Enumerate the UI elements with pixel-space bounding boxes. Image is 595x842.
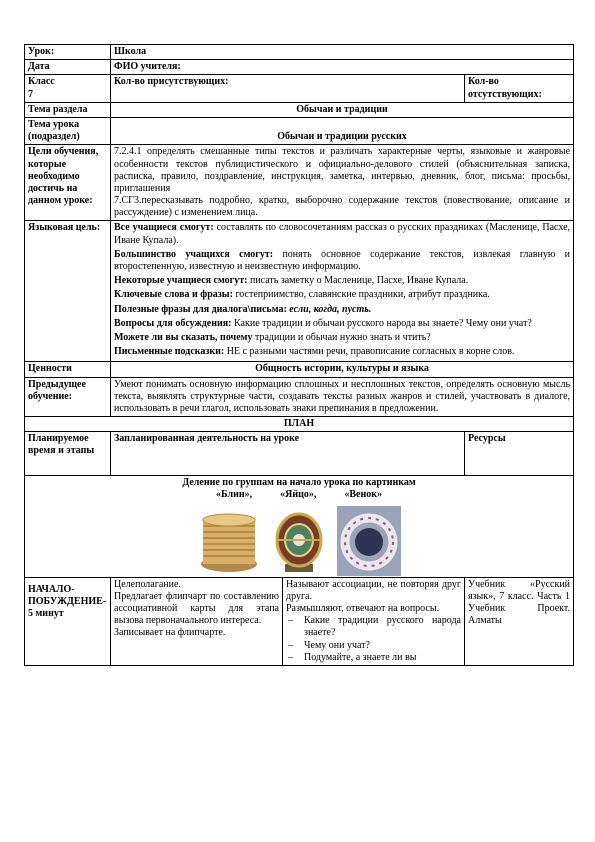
date-label: Дата <box>25 60 111 75</box>
stage-cell <box>25 577 111 665</box>
values-value: Общность истории, культуры и языка <box>111 362 574 377</box>
students-question-list <box>286 615 461 664</box>
stage-time: 5 минут <box>28 608 64 619</box>
lang-phr-head: Полезные фразы для диалога\письма: <box>114 303 287 315</box>
topic-label: Тема урока (подраздел) <box>25 117 111 144</box>
section-row <box>25 102 574 117</box>
teacher-line-1: Целеполагание. <box>114 578 181 590</box>
lang-keywords <box>114 289 570 301</box>
label-blin: «Блин», <box>216 489 253 501</box>
teacher-line-3: Записывает на флипчарте. <box>114 627 226 639</box>
grouping-title: Деление по группам на начало урока по картинкам <box>182 477 416 489</box>
lang-some-text: писать заметку о Масленице, Пасхе, Иване Купала. <box>247 275 469 287</box>
label-egg: «Яйцо», <box>280 489 317 501</box>
label-wreath: «Венок» <box>344 489 383 501</box>
lang-phrases <box>114 304 570 316</box>
teacher-activity <box>111 577 283 665</box>
absent-label: Кол-во отсутствующих: <box>465 75 574 102</box>
plan-col-activity: Запланированная деятельность на уроке <box>111 432 465 476</box>
section-value: Обычаи и традиции <box>111 102 574 117</box>
teacher-line-2: Предлагает флипчарт по составлению ассоциативной карты для этапа вызова первоначального интереса. <box>114 590 279 627</box>
faberge-egg-image <box>267 506 331 576</box>
list-item: – Подумайте, а знаете ли вы <box>286 652 461 664</box>
lang-most <box>114 249 570 273</box>
student-activity <box>283 577 465 665</box>
stage-row <box>25 577 574 665</box>
lang-questions <box>114 318 570 330</box>
plan-header-row <box>25 432 574 476</box>
plan-title-row <box>25 417 574 432</box>
lang-all <box>114 222 570 246</box>
language-row <box>25 221 574 362</box>
lang-can-text: традиции и обычаи нужно знать и чтить? <box>252 331 431 343</box>
present-label: Кол-во присутствующих: <box>111 75 465 102</box>
goals-row <box>25 145 574 221</box>
students-line-1: Называют ассоциации, не повторяя друг друга. <box>286 578 461 602</box>
goals-line-2: 7.СГ3.пересказывать подробно, кратко, выборочно содержание текстов (повествование, описание и рассуждение) с изменением лица. <box>114 195 571 219</box>
class-cell <box>25 75 111 102</box>
goals-text <box>111 145 574 221</box>
grouping-cell <box>25 476 574 577</box>
language-text <box>111 221 574 362</box>
students-line-2: Размышляют, отвечают на вопросы. <box>286 603 440 614</box>
lang-some <box>114 275 570 287</box>
topic-value: Обычаи и традиции русских <box>111 117 574 144</box>
lang-all-head: Все учащиеся смогут: <box>114 222 214 234</box>
plan-title: ПЛАН <box>25 417 574 432</box>
plan-col-time: Планируемое время и этапы <box>25 432 111 476</box>
class-row <box>25 75 574 102</box>
lang-kw-head: Ключевые слова и фразы: <box>114 289 233 301</box>
class-label: Класс <box>28 76 55 88</box>
values-label: Ценности <box>25 362 111 377</box>
prior-row <box>25 377 574 417</box>
language-label: Языковая цель: <box>25 221 111 362</box>
lang-can <box>114 332 570 344</box>
pancakes-image <box>197 506 261 576</box>
lang-q-head: Вопросы для обсуждения: <box>114 317 232 329</box>
stage-resources: Учебник «Русский язык», 7 класс. Часть 1 Учебник Проект. Алматы <box>465 577 574 665</box>
lang-phr-text: если, когда, пусть. <box>286 303 372 315</box>
lang-kw-text: гостеприимство, славянские праздники, атрибут праздника. <box>232 289 490 301</box>
date-row <box>25 60 574 75</box>
lang-q-text: Какие традиции и обычаи русского народа вы знаете? Чему они учат? <box>231 317 532 329</box>
lesson-label: Урок: <box>25 45 111 60</box>
lang-written <box>114 346 570 358</box>
class-value: 7 <box>28 88 33 100</box>
lang-can-head: Можете ли вы сказать, почему <box>114 331 253 343</box>
stage-name: НАЧАЛО-ПОБУЖДЕНИЕ- <box>28 583 107 607</box>
list-item: – Чему они учат? <box>286 640 461 652</box>
list-item: – Какие традиции русского народа знаете? <box>286 615 461 639</box>
wreath-image <box>337 506 401 576</box>
lesson-value: Школа <box>111 45 574 60</box>
grouping-row <box>25 476 574 577</box>
lang-most-head: Большинство учащихся смогут: <box>114 248 274 260</box>
lesson-plan-table <box>24 44 574 666</box>
lang-some-head: Некоторые учащиеся смогут: <box>114 275 248 287</box>
lesson-row <box>25 45 574 60</box>
teacher-label: ФИО учителя: <box>111 60 574 75</box>
prior-label: Предыдущее обучение: <box>25 377 111 417</box>
grouping-labels <box>28 489 570 501</box>
plan-col-resources: Ресурсы <box>465 432 574 476</box>
lang-wr-head: Письменные подсказки: <box>114 346 225 358</box>
values-row <box>25 362 574 377</box>
topic-row <box>25 117 574 144</box>
goals-label: Цели обучения, которые необходимо достичь на данном уроке: <box>25 145 111 221</box>
grouping-pictures <box>28 506 570 576</box>
goals-line-1: 7.2.4.1 определять смешанные типы текстов и различать характерные черты, языковые и жанровые особенности текстов публицистического и официально-делового стилей (объяснительная записка, расписка, правило, поздравление, инструкция, заметка, интервью, дневник, блог, письма: просьбы, приглашения <box>114 146 571 194</box>
section-label: Тема раздела <box>25 102 111 117</box>
lang-most-text: понять основное содержание текстов, извлекая главную и второстепенную, известную и неизвестную информацию. <box>114 248 571 272</box>
prior-text: Умеют понимать основную информацию сплошных и несплошных текстов, определять основную мысль текста, выявлять структурные части, создавать тексты разных жанров и стилей, участвовать в диалоге, использовать в речи глагол, использовать знаки препинания в предложении. <box>111 377 574 417</box>
lang-wr-text: НЕ с разными частями речи, правописание согласных в корне слов. <box>224 346 515 358</box>
lang-all-text: составлять по словосочетаниям рассказ о русских праздниках (Масленице, Пасхе, Иване Купала). <box>114 222 571 246</box>
